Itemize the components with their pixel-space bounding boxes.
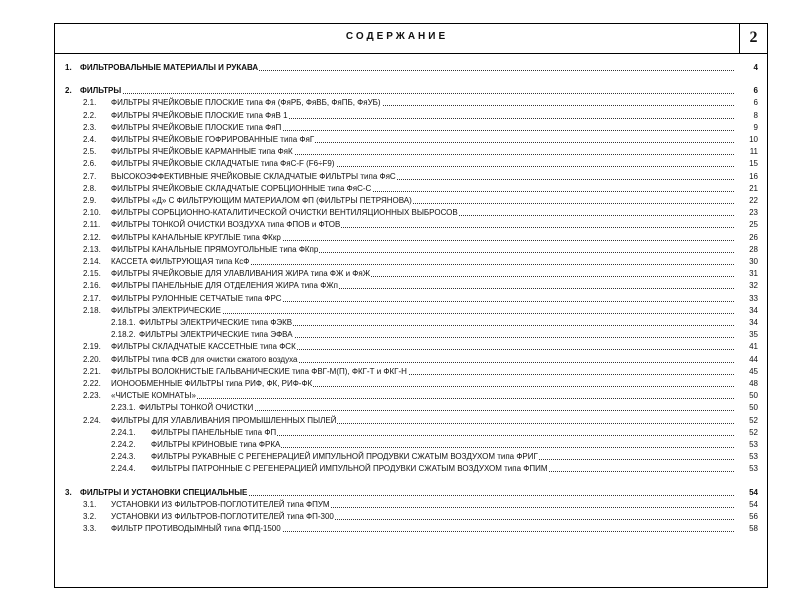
toc-entry-title: ФИЛЬТРЫ КАНАЛЬНЫЕ ПРЯМОУГОЛЬНЫЕ типа ФКпр xyxy=(111,244,319,254)
toc-entry-page: 48 xyxy=(738,378,758,390)
page-number: 2 xyxy=(739,24,767,53)
toc-entry-number: 2.24.4. xyxy=(111,464,136,474)
toc-entry-page: 34 xyxy=(738,305,758,317)
toc-entry-number: 2.14. xyxy=(83,257,101,266)
toc-entry xyxy=(55,499,760,511)
toc-entry-title: ФИЛЬТРЫ РУКАВНЫЕ С РЕГЕНЕРАЦИЕЙ ИМПУЛЬНОЙ ПРОДУВКИ СЖАТЫМ ВОЗДУХОМ типа ФРИГ xyxy=(151,452,538,462)
toc-entry-number: 3.1. xyxy=(83,499,97,509)
toc-entry-number: 2.21. xyxy=(83,366,101,376)
toc-entry-title: ФИЛЬТРЫ «Д» С ФИЛЬТРУЮЩИМ МАТЕРИАЛОМ ФП (ФИЛЬТРЫ ПЕТРЯНОВА) xyxy=(111,196,412,205)
toc-entry-page: 26 xyxy=(738,232,758,244)
toc-entry xyxy=(55,463,760,475)
toc-entry-title: ФИЛЬТРЫ ПАНЕЛЬНЫЕ ДЛЯ ОТДЕЛЕНИЯ ЖИРА типа ФЖп xyxy=(111,281,338,291)
toc-entry-number: 2.24.1. xyxy=(111,427,136,437)
toc-entry xyxy=(55,171,760,183)
toc-entry-page: 50 xyxy=(738,402,758,414)
toc-entry-number: 2.17. xyxy=(83,293,101,303)
toc-entry xyxy=(55,195,760,207)
toc-entry xyxy=(55,317,760,329)
toc-entry xyxy=(55,402,760,414)
toc-entry-page: 21 xyxy=(738,183,758,195)
toc-entry xyxy=(55,487,760,499)
toc-entry xyxy=(55,305,760,317)
toc-entry-page: 50 xyxy=(738,390,758,402)
toc-entry xyxy=(55,427,760,439)
toc-entry-title: ФИЛЬТР ПРОТИВОДЫМНЫЙ типа ФПД-1500 xyxy=(111,524,281,534)
toc-entry-number: 2.19. xyxy=(83,342,101,352)
toc-entry-page: 31 xyxy=(738,268,758,280)
toc-entry xyxy=(55,268,760,280)
toc-entry-title: ФИЛЬТРЫ СКЛАДЧАТЫЕ КАССЕТНЫЕ типа ФСК xyxy=(111,342,296,352)
toc-entry xyxy=(55,366,760,378)
toc-entry xyxy=(55,439,760,451)
toc-entry xyxy=(55,232,760,244)
toc-entry-number: 2.11. xyxy=(83,220,101,230)
toc-entry-page: 8 xyxy=(738,110,758,122)
toc-entry-page: 4 xyxy=(738,62,758,74)
toc-entry-page: 53 xyxy=(738,463,758,475)
header-bar xyxy=(55,24,767,54)
toc-entry-title: ФИЛЬТРЫ И УСТАНОВКИ СПЕЦИАЛЬНЫЕ xyxy=(80,487,248,497)
toc-entry-number: 2.15. xyxy=(83,269,101,279)
toc-entry-number: 2.20. xyxy=(83,354,101,364)
toc-entry xyxy=(55,523,760,535)
toc-entry-number: 2.10. xyxy=(83,208,101,218)
toc-entry xyxy=(55,451,760,463)
toc-entry-title: КАССЕТА ФИЛЬТРУЮЩАЯ типа КсФ xyxy=(111,257,250,266)
toc-entry xyxy=(55,158,760,170)
toc-entry-number: 2.4. xyxy=(83,135,97,144)
toc-entry-number: 2. xyxy=(65,86,72,96)
toc-entry-number: 2.23.1. xyxy=(111,403,136,413)
toc-entry-title: ФИЛЬТРЫ ПАНЕЛЬНЫЕ типа ФП xyxy=(151,427,277,437)
toc-entry-number: 3. xyxy=(65,487,72,497)
toc-entry-page: 35 xyxy=(738,329,758,341)
toc-entry-title: ФИЛЬТРЫ ВОЛОКНИСТЫЕ ГАЛЬВАНИЧЕСКИЕ типа ФВГ-М(П), ФКГ-Т и ФКГ-Н xyxy=(111,366,407,376)
toc-entry-number: 2.18.1. xyxy=(111,318,136,327)
toc-entry-title: ВЫСОКОЭФФЕКТИВНЫЕ ЯЧЕЙКОВЫЕ СКЛАДЧАТЫЕ ФИЛЬТРЫ типа ФяС xyxy=(111,171,396,181)
toc-entry-title: ФИЛЬТРЫ ДЛЯ УЛАВЛИВАНИЯ ПРОМЫШЛЕННЫХ ПЫЛЕЙ xyxy=(111,415,337,425)
toc-entry-number: 2.9. xyxy=(83,196,97,205)
page-frame xyxy=(54,23,768,588)
toc-entry xyxy=(55,415,760,427)
toc-entry-page: 52 xyxy=(738,427,758,439)
toc-entry-title: ФИЛЬТРЫ ЯЧЕЙКОВЫЕ ПЛОСКИЕ типа ФяВ 1 xyxy=(111,110,288,120)
toc-entry-number: 2.5. xyxy=(83,147,97,157)
toc-entry-page: 54 xyxy=(738,487,758,499)
toc-entry xyxy=(55,256,760,268)
toc-entry-title: ФИЛЬТРЫ ЯЧЕЙКОВЫЕ КАРМАННЫЕ типа ФяК xyxy=(111,147,293,157)
toc-entry-page: 58 xyxy=(738,523,758,535)
toc-entry-page: 6 xyxy=(738,97,758,109)
toc-entry-title: ФИЛЬТРЫ ЯЧЕЙКОВЫЕ СКЛАДЧАТЫЕ типа ФяС-F (F6÷F9) xyxy=(111,159,335,169)
toc-entry-page: 9 xyxy=(738,122,758,134)
toc-entry-title: ФИЛЬТРЫ ТОНКОЙ ОЧИСТКИ xyxy=(139,403,254,413)
toc-entry-page: 53 xyxy=(738,451,758,463)
toc-entry xyxy=(55,97,760,109)
toc-entry-number: 2.18.2. xyxy=(111,330,136,340)
toc-entry-number: 2.7. xyxy=(83,171,97,181)
toc-entry-page: 23 xyxy=(738,207,758,219)
toc-entry xyxy=(55,390,760,402)
toc-entry-title: ФИЛЬТРЫ ТОНКОЙ ОЧИСТКИ ВОЗДУХА типа ФПОВ и ФТОВ xyxy=(111,220,341,230)
toc-entry-title: ФИЛЬТРЫ ЯЧЕЙКОВЫЕ ПЛОСКИЕ типа ФяП xyxy=(111,122,282,132)
toc-entry-number: 2.22. xyxy=(83,379,101,388)
toc-entry-number: 2.3. xyxy=(83,122,97,132)
toc-entry-number: 2.24.2. xyxy=(111,440,136,449)
toc-entry-page: 33 xyxy=(738,293,758,305)
toc-entry xyxy=(55,280,760,292)
toc-entry xyxy=(55,85,760,97)
toc-entry-title: ФИЛЬТРЫ ЯЧЕЙКОВЫЕ ДЛЯ УЛАВЛИВАНИЯ ЖИРА типа ФЖ и ФяЖ xyxy=(111,269,371,279)
toc-entry-page: 45 xyxy=(738,366,758,378)
toc-entry xyxy=(55,219,760,231)
toc-entry-title: ФИЛЬТРЫ СОРБЦИОННО-КАТАЛИТИЧЕСКОЙ ОЧИСТКИ ВЕНТИЛЯЦИОННЫХ ВЫБРОСОВ xyxy=(111,208,458,218)
toc-entry-number: 2.24.3. xyxy=(111,452,136,462)
toc-entry-page: 32 xyxy=(738,280,758,292)
toc-entry xyxy=(55,354,760,366)
toc-entry-page: 22 xyxy=(738,195,758,207)
toc-entry-page: 56 xyxy=(738,511,758,523)
toc-entry-page: 41 xyxy=(738,341,758,353)
toc-entry-number: 2.16. xyxy=(83,281,101,291)
toc-entry-page: 34 xyxy=(738,317,758,329)
toc-entry-title: «ЧИСТЫЕ КОМНАТЫ» xyxy=(111,391,196,401)
toc-entry-page: 54 xyxy=(738,499,758,511)
toc-entry-page: 6 xyxy=(738,85,758,97)
toc-entry-title: ФИЛЬТРЫ КАНАЛЬНЫЕ КРУГЛЫЕ типа ФКкр xyxy=(111,232,281,242)
toc-entry-title: ФИЛЬТРОВАЛЬНЫЕ МАТЕРИАЛЫ И РУКАВА xyxy=(80,63,259,72)
toc-entry-number: 2.23. xyxy=(83,391,101,401)
toc-entry-title: ФИЛЬТРЫ xyxy=(80,86,122,96)
toc-entry xyxy=(55,110,760,122)
toc-entry-title: ФИЛЬТРЫ РУЛОННЫЕ СЕТЧАТЫЕ типа ФРС xyxy=(111,293,282,303)
toc-entry-title: УСТАНОВКИ ИЗ ФИЛЬТРОВ-ПОГЛОТИТЕЛЕЙ типа ФПУМ xyxy=(111,499,330,509)
toc-entry-title: ФИЛЬТРЫ ЭЛЕКТРИЧЕСКИЕ типа ЭФВА xyxy=(139,330,293,340)
toc-entry-page: 30 xyxy=(738,256,758,268)
toc-entry-page: 52 xyxy=(738,415,758,427)
toc-entry-number: 2.2. xyxy=(83,110,97,120)
toc-entry xyxy=(55,146,760,158)
toc-entry xyxy=(55,378,760,390)
toc-entry-number: 3.2. xyxy=(83,512,97,521)
toc-entry xyxy=(55,134,760,146)
toc-entry-number: 2.24. xyxy=(83,415,101,425)
toc-entry-title: ИОНООБМЕННЫЕ ФИЛЬТРЫ типа РИФ, ФК, РИФ-ФК xyxy=(111,379,313,388)
toc-entry xyxy=(55,183,760,195)
toc-entry-title: ФИЛЬТРЫ ПАТРОННЫЕ С РЕГЕНЕРАЦИЕЙ ИМПУЛЬНОЙ ПРОДУВКИ СЖАТЫМ ВОЗДУХОМ типа ФПИМ xyxy=(151,464,548,474)
toc-entry xyxy=(55,329,760,341)
toc-entry xyxy=(55,293,760,305)
toc-entry-page: 11 xyxy=(738,146,758,158)
toc-entry-title: ФИЛЬТРЫ типа ФСВ для очистки сжатого воздуха xyxy=(111,354,298,364)
toc-entry-page: 15 xyxy=(738,158,758,170)
toc-entry xyxy=(55,244,760,256)
toc-entry-number: 2.1. xyxy=(83,98,97,108)
toc-entry-number: 2.8. xyxy=(83,183,97,193)
toc-entry-number: 1. xyxy=(65,63,72,72)
toc-entry-number: 2.12. xyxy=(83,232,101,242)
toc-entry-title: ФИЛЬТРЫ ЯЧЕЙКОВЫЕ СКЛАДЧАТЫЕ СОРБЦИОННЫЕ типа ФяС-С xyxy=(111,183,372,193)
toc-entry-number: 3.3. xyxy=(83,524,97,534)
toc-entry-number: 2.6. xyxy=(83,159,97,169)
toc-entry xyxy=(55,122,760,134)
dot-leader xyxy=(111,398,734,399)
toc-entry xyxy=(55,511,760,523)
toc-entry-number: 2.13. xyxy=(83,244,101,254)
toc-entry-page: 44 xyxy=(738,354,758,366)
toc-entry-page: 53 xyxy=(738,439,758,451)
toc-entry-title: ФИЛЬТРЫ ЯЧЕЙКОВЫЕ ГОФРИРОВАННЫЕ типа ФяГ xyxy=(111,135,315,144)
toc-entry xyxy=(55,62,760,74)
toc-entry xyxy=(55,341,760,353)
dot-leader xyxy=(80,93,734,94)
toc-entry-title: ФИЛЬТРЫ ЯЧЕЙКОВЫЕ ПЛОСКИЕ типа Фя (ФяРБ, ФяВБ, ФяПБ, ФяУБ) xyxy=(111,98,381,108)
toc-entry-page: 25 xyxy=(738,219,758,231)
toc-entry xyxy=(55,207,760,219)
toc-entry-page: 28 xyxy=(738,244,758,256)
toc-entry-title: ФИЛЬТРЫ ЭЛЕКТРИЧЕСКИЕ xyxy=(111,305,221,315)
toc-entry-page: 10 xyxy=(738,134,758,146)
toc-entry-page: 16 xyxy=(738,171,758,183)
toc-entry-title: УСТАНОВКИ ИЗ ФИЛЬТРОВ-ПОГЛОТИТЕЛЕЙ типа ФП-300 xyxy=(111,512,334,521)
toc-entry-title: ФИЛЬТРЫ КРИНОВЫЕ типа ФРКА xyxy=(151,440,281,449)
page-title: СОДЕРЖАНИЕ xyxy=(345,31,449,42)
toc-entry-title: ФИЛЬТРЫ ЭЛЕКТРИЧЕСКИЕ типа ФЭКВ xyxy=(139,318,293,327)
toc-entry-number: 2.18. xyxy=(83,305,101,315)
